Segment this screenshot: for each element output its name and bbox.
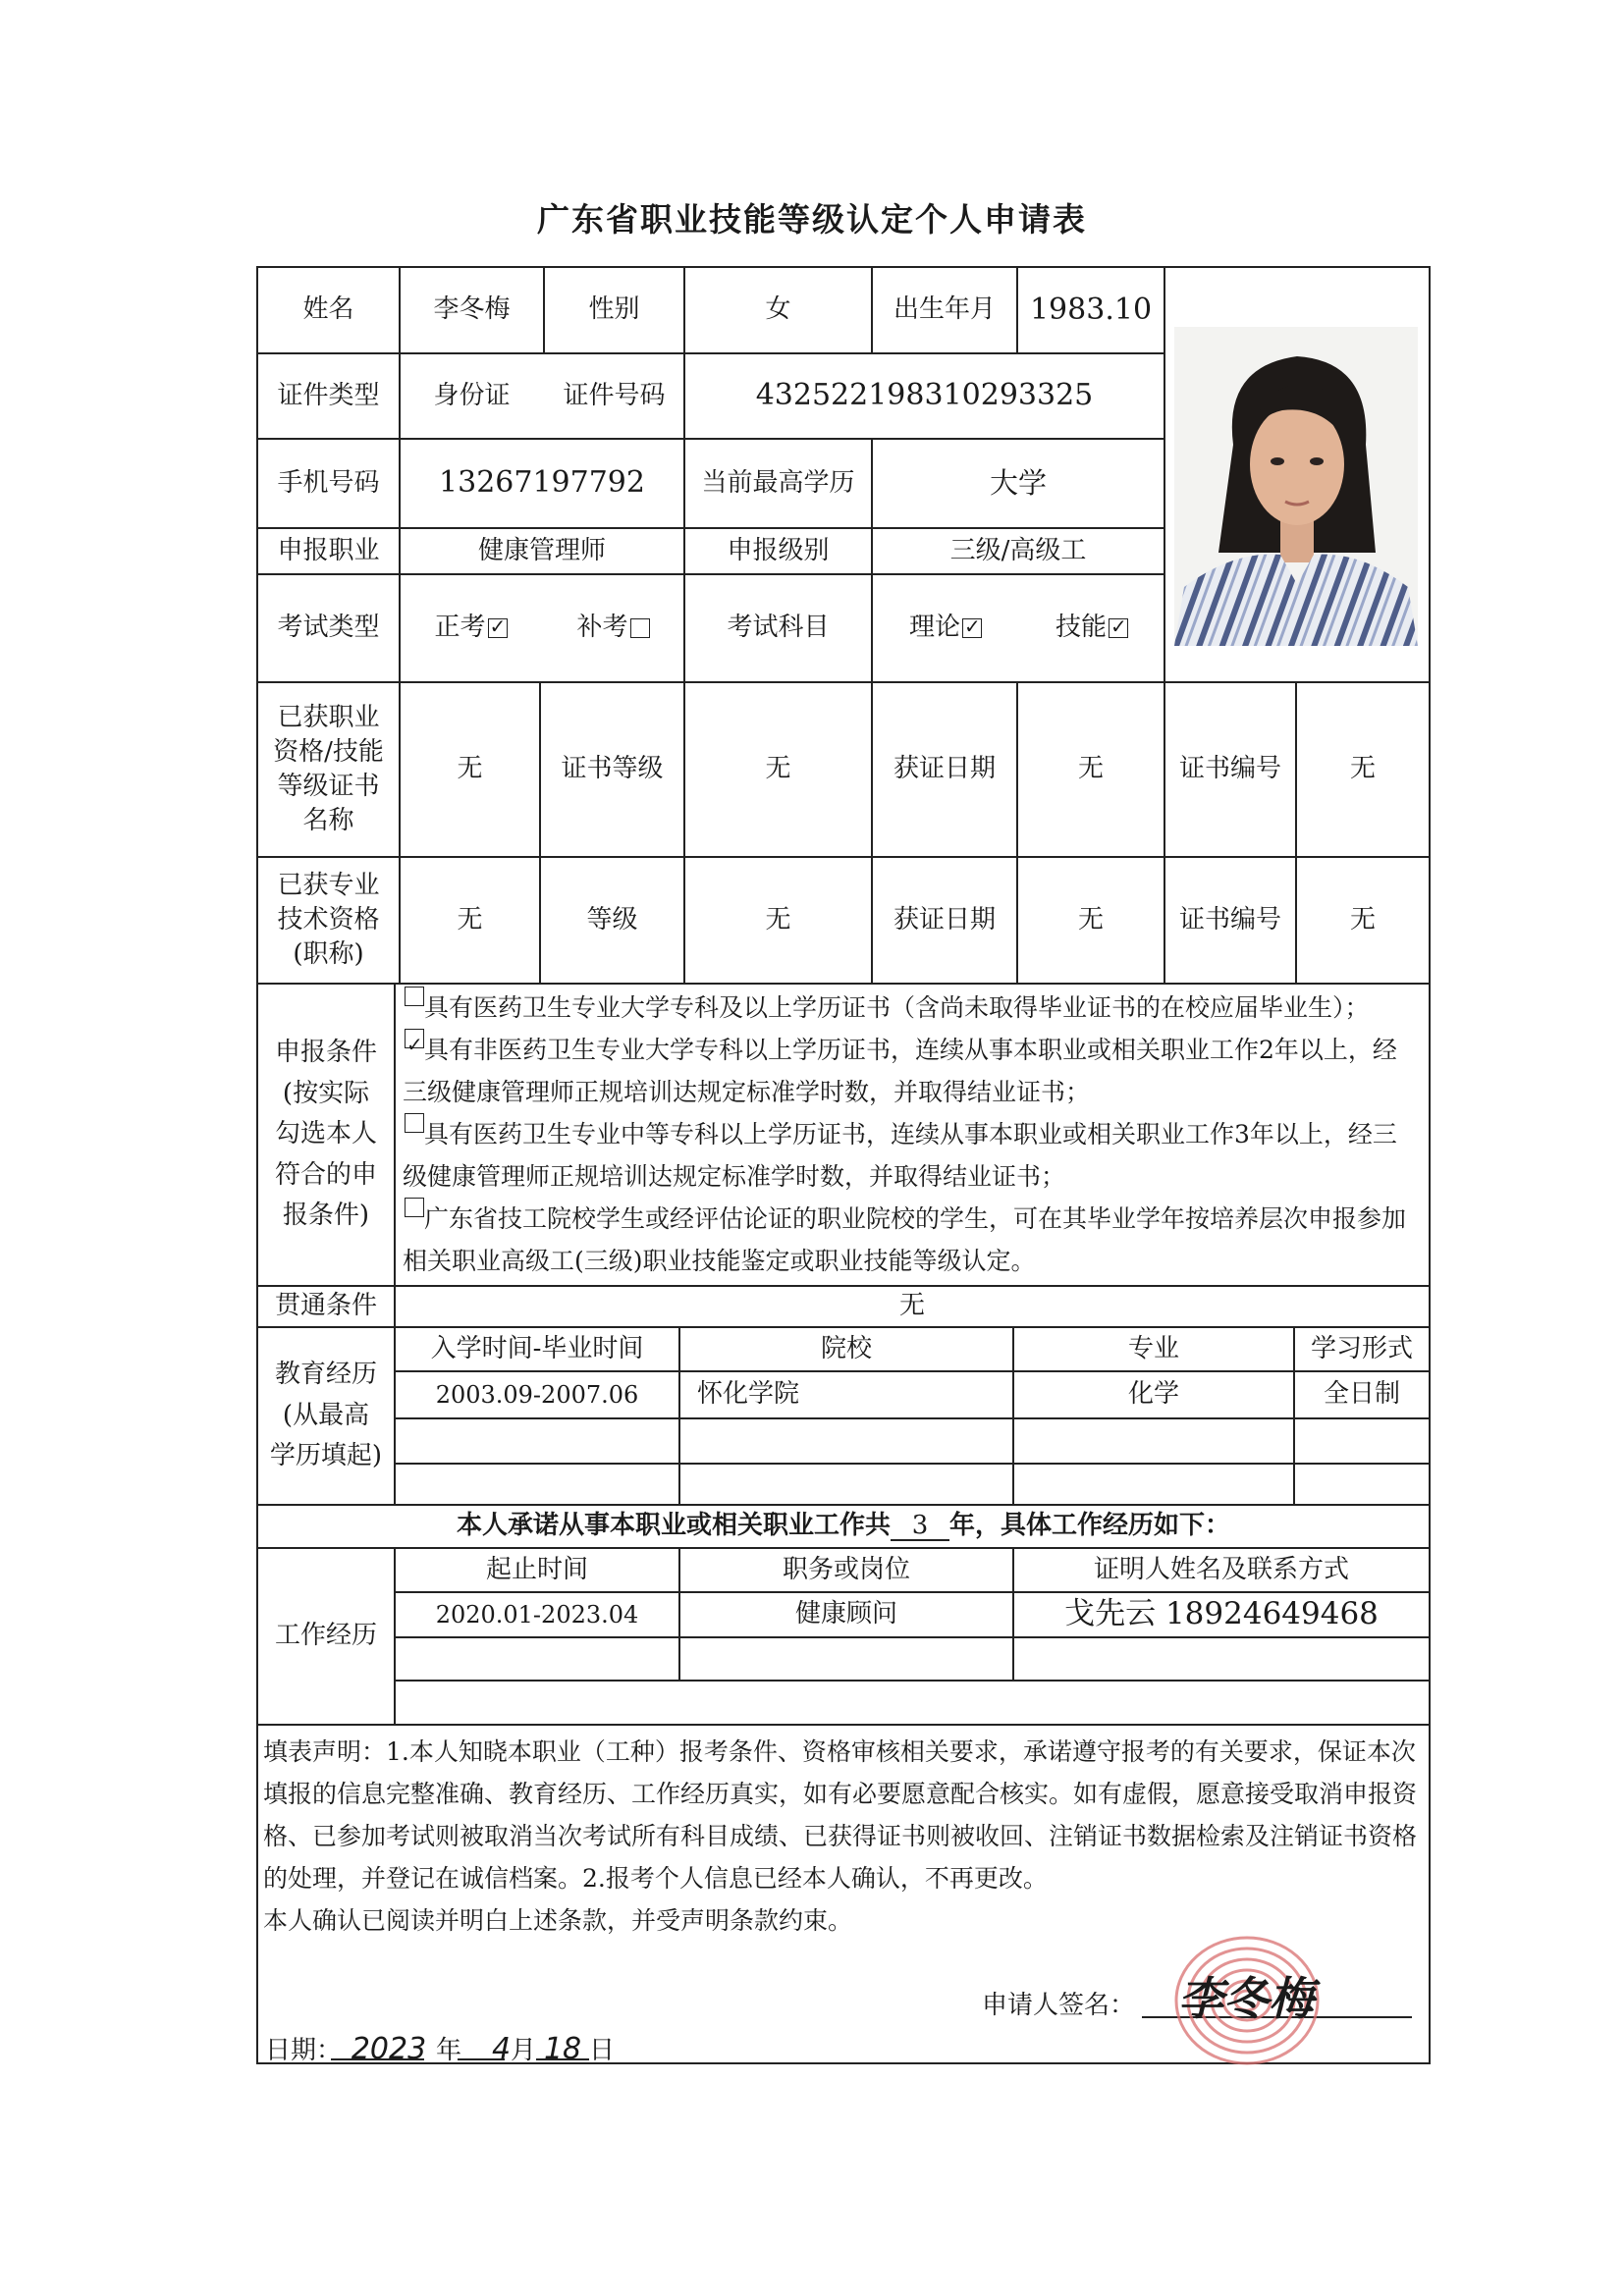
conditions-label-line: 勾选本人 bbox=[274, 1119, 377, 1149]
exam-regular-text: 正考 bbox=[434, 613, 486, 643]
edu-row-mode[interactable]: 全日制 bbox=[1323, 1379, 1400, 1410]
declaration-line: 填报的信息完整准确、教育经历、工作经历真实，如有必要愿意配合核实。如有虚假，愿意接受取消申报资 bbox=[263, 1780, 1418, 1808]
gender-label: 性别 bbox=[588, 294, 640, 325]
condition-text: 具有医药卫生专业大学专科及以上学历证书（含尚未取得毕业证书的在校应届毕业生）； bbox=[424, 993, 1370, 1022]
condition-checkbox[interactable] bbox=[405, 1198, 424, 1217]
education-history-label bbox=[257, 1327, 395, 1505]
exam-theory-option[interactable] bbox=[872, 574, 1019, 682]
cert-label-line: 已获职业 bbox=[277, 702, 380, 732]
cert-label-line: 资格/技能 bbox=[273, 736, 384, 767]
condition-text: 具有非医药卫生专业大学专科以上学历证书，连续从事本职业或相关职业工作2年以上，经 bbox=[424, 1036, 1397, 1064]
commitment-years[interactable]: 3 bbox=[891, 1512, 949, 1542]
commitment-line bbox=[257, 1505, 1430, 1548]
commitment-suffix: 年，具体工作经历如下： bbox=[949, 1511, 1231, 1541]
edu-row-school[interactable] bbox=[679, 1464, 1013, 1505]
birth-value[interactable]: 1983.10 bbox=[1029, 292, 1153, 327]
exam-subject-label: 考试科目 bbox=[727, 613, 830, 643]
prof-grade-label: 等级 bbox=[586, 904, 638, 934]
cert-name-value[interactable]: 无 bbox=[457, 754, 483, 784]
edu-row-period[interactable]: 2003.09-2007.06 bbox=[435, 1380, 639, 1409]
conditions-label-line: (按实际 bbox=[282, 1078, 370, 1108]
work-row-position[interactable] bbox=[679, 1681, 1013, 1725]
work-row-reference[interactable] bbox=[1013, 1681, 1430, 1725]
edu-row-period[interactable] bbox=[395, 1418, 679, 1464]
conditions-label bbox=[257, 984, 395, 1286]
id-no-value[interactable]: 432522198310293325 bbox=[755, 378, 1094, 413]
id-type-value[interactable]: 身份证 bbox=[433, 380, 511, 410]
cert-date-value[interactable]: 无 bbox=[1077, 754, 1104, 784]
edu-row-mode[interactable] bbox=[1294, 1418, 1430, 1464]
exam-type-label: 考试类型 bbox=[277, 613, 380, 643]
date-year-unit: 年 bbox=[436, 2036, 462, 2065]
edu-label-line: 教育经历 bbox=[274, 1360, 377, 1390]
date-line bbox=[265, 2030, 615, 2066]
through-label: 贯通条件 bbox=[274, 1291, 377, 1321]
checkbox-theory[interactable] bbox=[962, 618, 982, 638]
date-day-unit: 日 bbox=[589, 2036, 616, 2065]
work-label: 工作经历 bbox=[274, 1621, 377, 1651]
date-month[interactable]: 4 bbox=[491, 2032, 512, 2066]
level-label: 申报级别 bbox=[727, 535, 830, 565]
education-label: 当前最高学历 bbox=[701, 467, 855, 498]
condition-text: 具有医药卫生专业中等专科以上学历证书，连续从事本职业或相关职业工作3年以上，经三 bbox=[424, 1120, 1397, 1148]
cert-no-value[interactable]: 无 bbox=[1349, 754, 1376, 784]
prof-label-line: 已获专业 bbox=[277, 870, 380, 900]
form-title: 广东省职业技能等级认定个人申请表 bbox=[537, 200, 1087, 239]
gender-value[interactable]: 女 bbox=[765, 294, 791, 325]
condition-text: 级健康管理师正规培训达规定标准学时数，并取得结业证书； bbox=[403, 1162, 1066, 1191]
exam-makeup-text: 补考 bbox=[576, 613, 628, 643]
education-value[interactable]: 大学 bbox=[989, 465, 1047, 500]
birth-label: 出生年月 bbox=[893, 294, 996, 325]
edu-row-mode[interactable] bbox=[1294, 1464, 1430, 1505]
condition-item-2[interactable] bbox=[403, 1029, 1419, 1071]
sign-label: 申请人签名： bbox=[982, 1991, 1136, 2020]
condition-checkbox[interactable] bbox=[405, 1029, 424, 1048]
checkbox-skill[interactable] bbox=[1109, 618, 1128, 638]
cert-label-line: 名称 bbox=[302, 806, 354, 836]
cert-label bbox=[257, 682, 400, 857]
through-value[interactable]: 无 bbox=[898, 1291, 925, 1321]
phone-value[interactable]: 13267197792 bbox=[439, 465, 645, 501]
checkbox-regular[interactable] bbox=[488, 618, 508, 638]
condition-item-4[interactable] bbox=[403, 1198, 1419, 1240]
exam-theory-text: 理论 bbox=[908, 613, 960, 643]
exam-skill-option[interactable] bbox=[1019, 574, 1164, 682]
edu-row-major[interactable]: 化学 bbox=[1127, 1379, 1179, 1410]
id-type-label: 证件类型 bbox=[277, 380, 380, 410]
conditions-list bbox=[403, 987, 1419, 1282]
condition-text: 广东省技工院校学生或经评估论证的职业院校的学生，可在其毕业学年按培养层次申报参加 bbox=[424, 1204, 1407, 1233]
work-row-position[interactable]: 健康顾问 bbox=[794, 1599, 897, 1629]
name-label: 姓名 bbox=[302, 294, 354, 325]
conditions-label-line: 报条件) bbox=[282, 1201, 370, 1231]
edu-row-major[interactable] bbox=[1013, 1464, 1294, 1505]
declaration-line: 填表声明：1.本人知晓本职业（工种）报考条件、资格审核相关要求，承诺遵守报考的有关要求，保证本次 bbox=[263, 1737, 1416, 1766]
date-day[interactable]: 18 bbox=[543, 2032, 582, 2066]
prof-label-line: 技术资格 bbox=[277, 904, 380, 934]
occupation-value[interactable]: 健康管理师 bbox=[477, 535, 606, 565]
condition-item-3[interactable] bbox=[403, 1113, 1419, 1155]
edu-label-line: (从最高 bbox=[282, 1400, 370, 1430]
work-row-period[interactable]: 2020.01-2023.04 bbox=[435, 1600, 639, 1629]
work-header-position: 职务或岗位 bbox=[782, 1554, 910, 1584]
checkbox-makeup[interactable] bbox=[630, 618, 650, 638]
prof-date-label: 获证日期 bbox=[893, 904, 996, 934]
applicant-photo bbox=[1174, 327, 1418, 646]
condition-item-1[interactable] bbox=[403, 987, 1419, 1029]
condition-text: 相关职业高级工(三级)职业技能鉴定或职业技能等级认定。 bbox=[403, 1247, 1036, 1275]
edu-header-period: 入学时间-毕业时间 bbox=[430, 1333, 644, 1363]
work-row-reference[interactable] bbox=[1013, 1637, 1430, 1681]
cert-date-label: 获证日期 bbox=[893, 754, 996, 784]
work-row-position[interactable] bbox=[679, 1637, 1013, 1681]
id-no-label: 证件号码 bbox=[563, 380, 666, 410]
condition-text: 三级健康管理师正规培训达规定标准学时数，并取得结业证书； bbox=[403, 1078, 1091, 1106]
exam-skill-text: 技能 bbox=[1055, 613, 1107, 643]
edu-label-line: 学历填起) bbox=[269, 1441, 383, 1471]
declaration-text bbox=[263, 1731, 1417, 1942]
cert-no-label: 证书编号 bbox=[1178, 754, 1281, 784]
exam-regular-option[interactable] bbox=[400, 574, 542, 682]
conditions-label-line: 符合的申 bbox=[274, 1159, 377, 1190]
prof-no-value[interactable]: 无 bbox=[1349, 904, 1376, 934]
prof-name-value[interactable]: 无 bbox=[457, 904, 483, 934]
cert-grade-value[interactable]: 无 bbox=[765, 754, 791, 784]
prof-label bbox=[257, 857, 400, 984]
edu-row-school[interactable]: 怀化学院 bbox=[697, 1379, 800, 1410]
work-header-period: 起止时间 bbox=[485, 1554, 588, 1584]
cert-grade-label: 证书等级 bbox=[561, 754, 664, 784]
cert-label-line: 等级证书 bbox=[277, 772, 380, 801]
name-value[interactable]: 李冬梅 bbox=[433, 294, 511, 325]
work-header-reference: 证明人姓名及联系方式 bbox=[1093, 1554, 1349, 1584]
edu-header-major: 专业 bbox=[1127, 1333, 1179, 1363]
edu-header-school: 院校 bbox=[820, 1333, 872, 1363]
declaration-line: 的处理，并登记在诚信档案。2.报考个人信息已经本人确认，不再更改。 bbox=[263, 1864, 1048, 1893]
edu-header-mode: 学习形式 bbox=[1310, 1333, 1413, 1363]
work-row-period[interactable] bbox=[395, 1637, 679, 1681]
date-month-unit: 月 bbox=[511, 2036, 537, 2065]
phone-label: 手机号码 bbox=[277, 467, 380, 498]
date-label: 日期： bbox=[265, 2036, 343, 2065]
declaration-line: 格、已参加考试则被取消当次考试所有科目成绩、已获得证书则被收回、注销证书数据检索及注销证书资格 bbox=[263, 1822, 1418, 1850]
edu-row-period[interactable] bbox=[395, 1464, 679, 1505]
level-value[interactable]: 三级/高级工 bbox=[949, 535, 1087, 565]
conditions-label-line: 申报条件 bbox=[274, 1038, 377, 1068]
edu-row-major[interactable] bbox=[1013, 1418, 1294, 1464]
commitment-prefix: 本人承诺从事本职业或相关职业工作共 bbox=[456, 1511, 891, 1541]
occupation-label: 申报职业 bbox=[277, 535, 380, 565]
applicant-signature[interactable]: 李冬梅 bbox=[1178, 1972, 1314, 2025]
work-row-period[interactable] bbox=[395, 1681, 679, 1725]
prof-grade-value[interactable]: 无 bbox=[765, 904, 791, 934]
exam-makeup-option[interactable] bbox=[542, 574, 684, 682]
condition-checkbox[interactable] bbox=[405, 1113, 424, 1133]
prof-label-line: (职称) bbox=[293, 939, 364, 970]
edu-row-school[interactable] bbox=[679, 1418, 1013, 1464]
work-row-reference[interactable]: 戈先云 18924649468 bbox=[1064, 1596, 1379, 1632]
date-year[interactable]: 2023 bbox=[351, 2032, 427, 2066]
prof-date-value[interactable]: 无 bbox=[1077, 904, 1104, 934]
condition-checkbox[interactable] bbox=[405, 987, 424, 1006]
declaration-line: 本人确认已阅读并明白上述条款，并受声明条款约束。 bbox=[263, 1906, 853, 1935]
prof-no-label: 证书编号 bbox=[1178, 904, 1281, 934]
